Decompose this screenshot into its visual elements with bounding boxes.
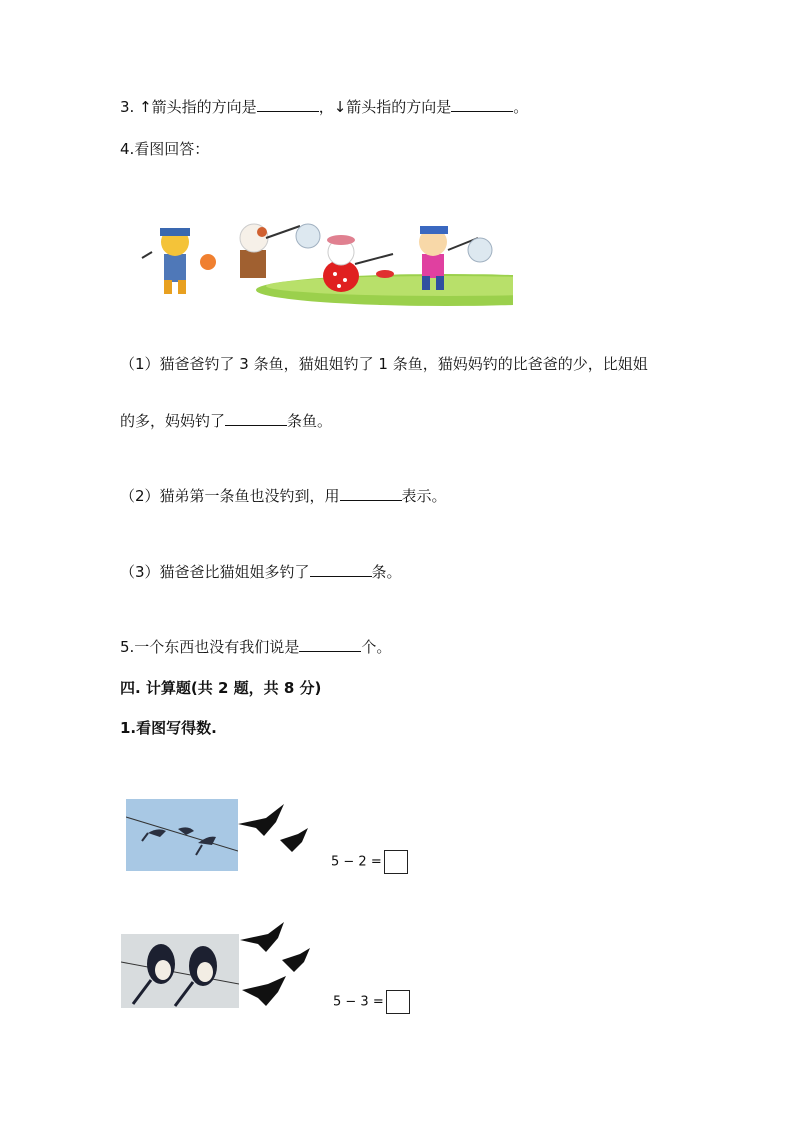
- question-4-part-1-line-2: [120, 411, 332, 431]
- question-text: 箭头指的方向是: [346, 98, 452, 116]
- period: 。: [513, 98, 529, 116]
- cats-fishing-illustration: [128, 212, 513, 312]
- equation-1: [331, 850, 408, 874]
- answer-blank[interactable]: [451, 97, 513, 112]
- answer-blank[interactable]: [225, 411, 287, 426]
- equation-2: [333, 990, 410, 1014]
- answer-blank[interactable]: [257, 97, 319, 112]
- question-4-part-1-line-1: （1）猫爸爸钓了 3 条鱼，猫姐姐钓了 1 条鱼，猫妈妈钓的比爸爸的少，比姐姐: [120, 355, 648, 373]
- question-text: 条鱼。: [287, 412, 333, 430]
- equation-text: 5 − 2 =: [331, 854, 382, 870]
- section-4-title: 四. 计算题(共 2 题，共 8 分): [120, 679, 322, 697]
- swallows-on-wire-photo-1: [126, 799, 238, 871]
- down-arrow-icon: ↓: [333, 98, 347, 116]
- question-text: 表示。: [401, 487, 447, 505]
- question-number: 3.: [120, 98, 140, 116]
- equation-text: 5 − 3 =: [333, 994, 384, 1010]
- question-text: 的多，妈妈钓了: [120, 412, 226, 430]
- question-text: （2）猫弟第一条鱼也没钓到，用: [120, 487, 340, 505]
- section-4-question-1: 1.看图写得数.: [120, 719, 217, 737]
- question-text: 箭头指的方向是: [151, 98, 257, 116]
- swallow-silhouettes-icon: [238, 922, 318, 1014]
- answer-box[interactable]: [384, 850, 408, 874]
- answer-blank[interactable]: [299, 637, 361, 652]
- question-text: 5.一个东西也没有我们说是: [120, 638, 300, 656]
- swallows-on-wire-photo-2: [121, 934, 239, 1008]
- question-4-part-2: [120, 486, 447, 506]
- answer-box[interactable]: [386, 990, 410, 1014]
- question-4-part-3: [120, 562, 402, 582]
- separator: ，: [318, 98, 334, 116]
- swallow-silhouettes-icon: [236, 800, 316, 860]
- question-3: [120, 97, 528, 117]
- up-arrow-icon: ↑: [139, 98, 152, 116]
- question-text: 个。: [361, 638, 392, 656]
- answer-blank[interactable]: [310, 562, 372, 577]
- question-5: [120, 637, 391, 657]
- answer-blank[interactable]: [340, 486, 402, 501]
- question-text: （3）猫爸爸比猫姐姐多钓了: [120, 563, 310, 581]
- question-4-title: 4.看图回答：: [120, 140, 210, 158]
- question-text: 条。: [371, 563, 402, 581]
